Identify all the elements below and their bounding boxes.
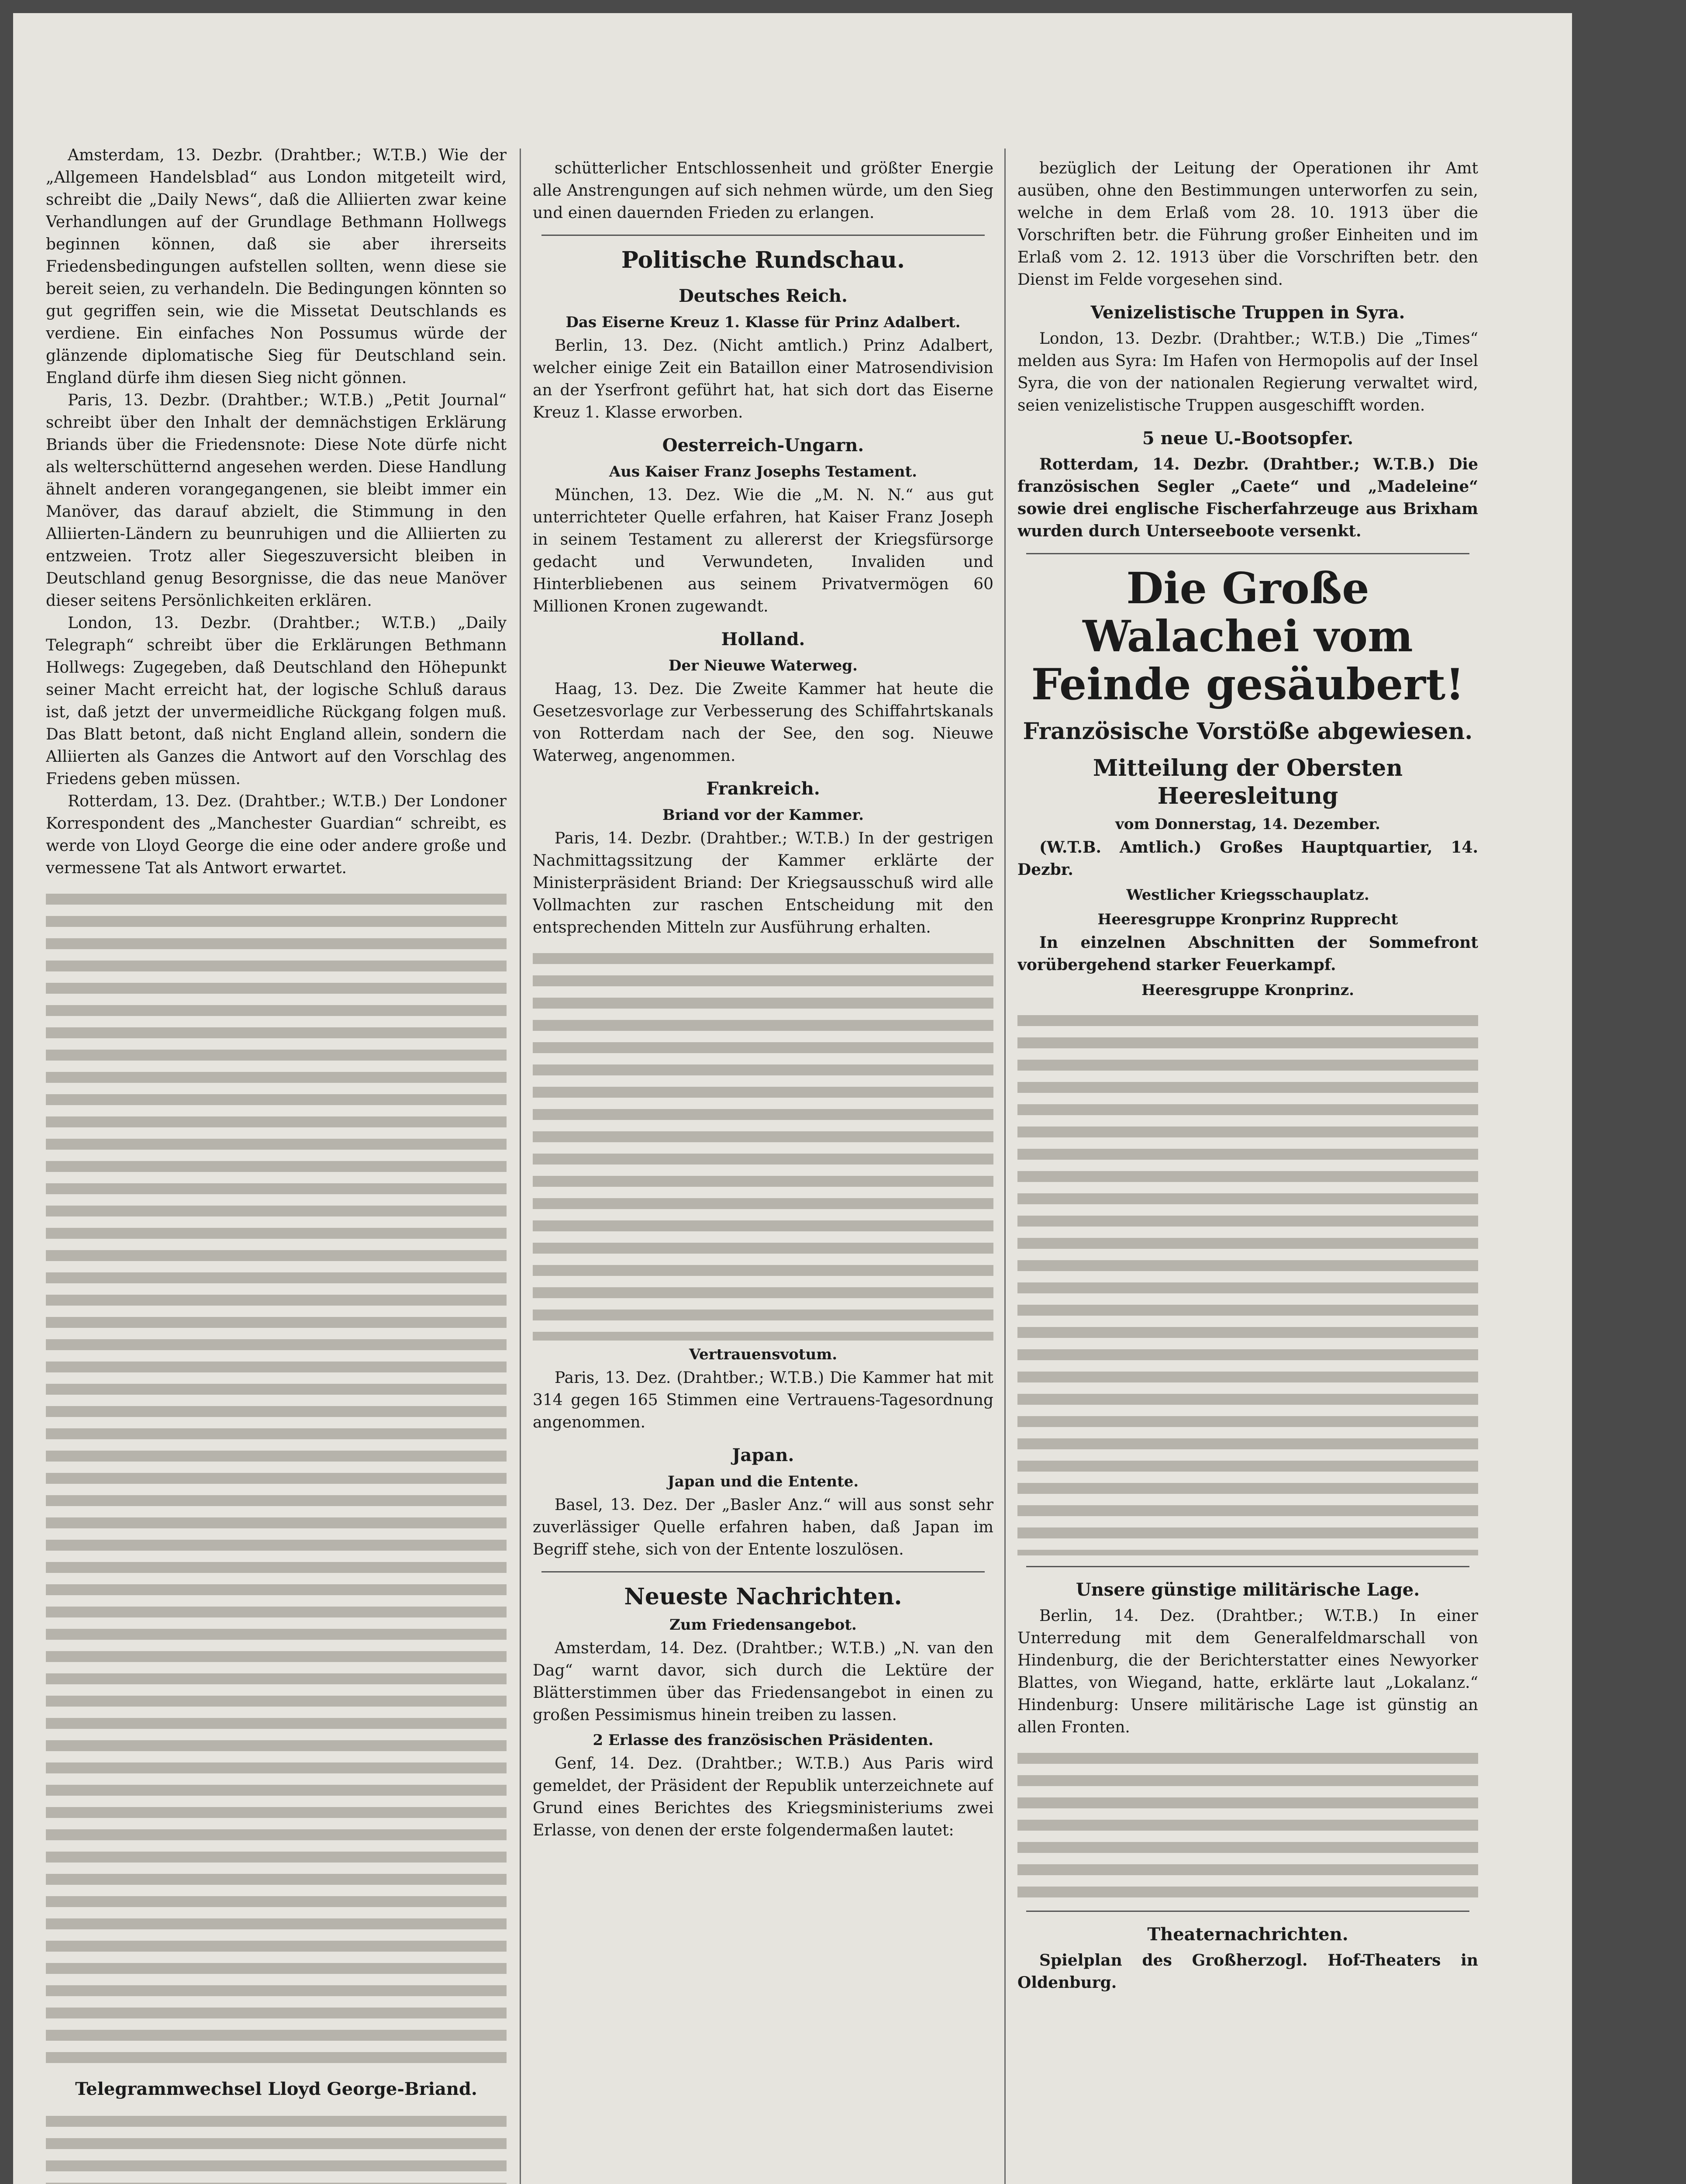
newspaper-page bbox=[13, 13, 1572, 2184]
heading-frankreich: Frankreich. bbox=[706, 778, 820, 799]
article-basel: Basel, 13. Dez. Der „Basler Anz.“ will aus sonst sehr zuverlässiger Quelle erfahren haben, daß Japan im Begriff stehe, sich von der Entente loszulösen. bbox=[533, 1496, 993, 1559]
column-rule bbox=[1004, 149, 1006, 2184]
article-continuation: bezüglich der Leitung der Operationen ihr Amt ausüben, ohne den Bestimmungen unterworfen zu sein, welche in dem Erlaß vom 28. 10. 1913 über die Vorschriften betr. die Führung großer Einheiten und im Erlaß vom 2. 12. 1913 über die Vorschriften betr. den Dienst im Felde vorgesehen sind. bbox=[1017, 159, 1478, 289]
heading-eiserne-kreuz: Das Eiserne Kreuz 1. Klasse für Prinz Adalbert. bbox=[565, 314, 961, 331]
heading-holland: Holland. bbox=[721, 629, 805, 650]
article-rotterdam: Rotterdam, 13. Dez. (Drahtber.; W.T.B.) Der Londoner Korrespondent des „Manchester Guardian“ schreibt, es werde von Lloyd George die eine oder andere große und vermessene Tat als Antwort erwartet. bbox=[46, 792, 507, 877]
heading-vorstoesse: Französische Vorstöße abgewiesen. bbox=[1023, 718, 1473, 745]
article-amsterdam: Amsterdam, 13. Dezbr. (Drahtber.; W.T.B.) Wie der „Allgemeen Handelsblad“ aus London mitgeteilt wird, schreibt die „Daily News“, daß die Alliierten zwar keine Verhandlungen auf der Grundlage Bethmann Hollwegs beginnen können, daß sie aber ihrerseits Friedensbedingungen aufstellen sollten, wenn diese sie bereit seien, zu verhandeln. Die Bedingungen könnten so gut gegriffen sein, wie die Missetat Deutschlands es verdiene. Ein einfaches Non Possumus würde der glänzende diplomatische Sieg für Deutschland sein. England dürfe ihm diesen Sieg nicht gönnen. bbox=[46, 146, 507, 387]
heading-uboot: 5 neue U.-Bootsopfer. bbox=[1142, 428, 1354, 449]
heading-neueste-nachrichten: Neueste Nachrichten. bbox=[624, 1583, 902, 1610]
heading-vertrauensvotum: Vertrauensvotum. bbox=[689, 1346, 838, 1363]
divider bbox=[1026, 1566, 1469, 1567]
article-amsterdam-2: Amsterdam, 14. Dez. (Drahtber.; W.T.B.) „N. van den Dag“ warnt davor, sich durch die Lektüre der Blätterstimmen über das Friedensangebot in einen zu großen Pessimismus hinein treiben zu lassen. bbox=[533, 1639, 993, 1724]
heading-mitteilung: Mitteilung der Obersten Heeresleitung bbox=[1093, 755, 1403, 809]
heading-briand: Briand vor der Kammer. bbox=[662, 806, 864, 824]
headline-walachei: Die Große Walachei vom Feinde gesäubert! bbox=[1031, 563, 1465, 710]
text-placeholder bbox=[1017, 1009, 1478, 1555]
text-placeholder bbox=[533, 947, 993, 1341]
heading-telegramm: Telegrammwechsel Lloyd George-Briand. bbox=[75, 2079, 477, 2099]
heading-datum: vom Donnerstag, 14. Dezember. bbox=[1115, 816, 1380, 833]
heading-kronprinz: Heeresgruppe Kronprinz. bbox=[1141, 981, 1354, 999]
heading-japan-entente: Japan und die Entente. bbox=[667, 1473, 859, 1490]
article-continuation: schütterlicher Entschlossenheit und größter Energie alle Anstrengungen auf sich nehmen würde, um den Sieg und einen dauernden Frieden zu erlangen. bbox=[533, 159, 993, 222]
article-paris: Paris, 13. Dezbr. (Drahtber.; W.T.B.) „Petit Journal“ schreibt über den Inhalt der demnächstigen Erklärung Briands über die Friedensnote: Diese Note dürfe nicht als welterschütternd angesehen werden. Diese Handlung ähnelt anderen vorangegangenen, sie bleibt immer ein Manöver, das darauf abzielt, die Stimmung in den Alliierten-Ländern zu beunruhigen und die Alliierten zu entzweien. Trotz aller Siegeszuversicht bleiben in Deutschland genug Besorgnisse, die das neue Manöver dieser seitens Persönlichkeiten erklären. bbox=[46, 391, 507, 610]
heading-erlasse: 2 Erlasse des französischen Präsidenten. bbox=[593, 1731, 934, 1749]
column-1 bbox=[46, 144, 507, 2184]
text-placeholder bbox=[46, 888, 507, 2067]
article-paris-vertrauen: Paris, 13. Dez. (Drahtber.; W.T.B.) Die Kammer hat mit 314 gegen 165 Stimmen eine Vertrauens-Tagesordnung angenommen. bbox=[533, 1369, 993, 1431]
article-genf: Genf, 14. Dez. (Drahtber.; W.T.B.) Aus Paris wird gemeldet, der Präsident der Republik unterzeichnete auf Grund eines Berichtes des Kriegsministeriums zwei Erlasse, von denen der erste folgendermaßen lautet: bbox=[533, 1755, 993, 1839]
divider bbox=[541, 1571, 985, 1572]
heading-oesterreich: Oesterreich-Ungarn. bbox=[662, 435, 864, 456]
heading-rupprecht: Heeresgruppe Kronprinz Rupprecht bbox=[1097, 911, 1398, 928]
heading-theater: Theaternachrichten. bbox=[1147, 1924, 1348, 1945]
article-paris-briand: Paris, 14. Dezbr. (Drahtber.; W.T.B.) In der gestrigen Nachmittagssitzung der Kammer erklärte der Ministerpräsident Briand: Der Kriegsausschuß wird alle Vollmachten zur raschen Entscheidung mit den entsprechenden Mitteln zur Ausführung erhalten. bbox=[533, 829, 993, 936]
divider bbox=[541, 235, 985, 236]
report-hq: (W.T.B. Amtlich.) Großes Hauptquartier, 14. Dezbr. bbox=[1017, 838, 1478, 879]
heading-friedensangebot: Zum Friedensangebot. bbox=[669, 1616, 857, 1634]
heading-japan: Japan. bbox=[732, 1445, 794, 1465]
heading-testament: Aus Kaiser Franz Josephs Testament. bbox=[609, 463, 917, 480]
article-berlin-hindenburg: Berlin, 14. Dez. (Drahtber.; W.T.B.) In einer Unterredung mit dem Generalfeldmarschall von Hindenburg, die der Berichterstatter eines Newyorker Blattes, von Wiegand, hatte, erklärte laut „Lokalanz.“ Hindenburg: Unsere militärische Lage ist günstig an allen Fronten. bbox=[1017, 1607, 1478, 1736]
article-haag: Haag, 13. Dez. Die Zweite Kammer hat heute die Gesetzesvorlage zur Verbesserung des Schiffahrtskanals von Rotterdam nach der See, den sog. Nieuwe Waterweg, angenommen. bbox=[533, 680, 993, 765]
theater-spielplan: Spielplan des Großherzogl. Hof-Theaters in Oldenburg. bbox=[1017, 1951, 1478, 1992]
report-rupprecht: In einzelnen Abschnitten der Sommefront vorübergehend starker Feuerkampf. bbox=[1017, 933, 1478, 974]
article-muenchen: München, 13. Dez. Wie die „M. N. N.“ aus gut unterrichteter Quelle erfahren, hat Kaiser Franz Joseph in seinem Testament zu allererst der Kriegsfürsorge gedacht und Verwundeten, Invaliden und Hinterbliebenen aus seinem Privatvermögen 60 Millionen Kronen zugewandt. bbox=[533, 486, 993, 615]
article-london: London, 13. Dezbr. (Drahtber.; W.T.B.) „Daily Telegraph“ schreibt über die Erklärungen Bethmann Hollwegs: Zugegeben, daß Deutschland den Höhepunkt seiner Macht erreicht hat, der logische Schluß daraus ist, daß jetzt der unvermeidliche Rückgang folgen muß. Das Blatt betont, daß nicht England allein, sondern die Alliierten als Ganzes die Antwort auf den Vorschlag des Friedens geben müssen. bbox=[46, 614, 507, 788]
column-rule bbox=[520, 149, 521, 2184]
heading-deutsches-reich: Deutsches Reich. bbox=[679, 286, 848, 306]
divider bbox=[1026, 553, 1469, 554]
article-rotterdam-uboot: Rotterdam, 14. Dezbr. (Drahtber.; W.T.B.) Die französischen Segler „Caete“ und „Madeleine“ sowie drei englische Fischerfahrzeuge aus Brixham wurden durch Unterseeboote versenkt. bbox=[1017, 455, 1478, 540]
heading-venizelist: Venizelistische Truppen in Syra. bbox=[1090, 302, 1405, 323]
column-3 bbox=[1017, 157, 1478, 2184]
heading-westlich: Westlicher Kriegsschauplatz. bbox=[1126, 886, 1369, 904]
article-berlin: Berlin, 13. Dez. (Nicht amtlich.) Prinz Adalbert, welcher einige Zeit ein Bataillon einer Matrosendivision an der Yserfront geführt hat, hat sich dort das Eiserne Kreuz 1. Klasse erworben. bbox=[533, 337, 993, 422]
text-placeholder bbox=[1017, 1747, 1478, 1900]
heading-waterweg: Der Nieuwe Waterweg. bbox=[669, 657, 858, 674]
heading-politische-rundschau: Politische Rundschau. bbox=[621, 247, 905, 273]
column-2 bbox=[533, 157, 993, 2184]
article-london-syra: London, 13. Dezbr. (Drahtber.; W.T.B.) Die „Times“ melden aus Syra: Im Hafen von Hermopolis auf der Insel Syra, die von der nationalen Regierung verwaltet wird, seien venizelistische Truppen ausgeschifft worden. bbox=[1017, 330, 1478, 415]
heading-lage: Unsere günstige militärische Lage. bbox=[1076, 1579, 1420, 1600]
text-placeholder bbox=[46, 2110, 507, 2184]
divider bbox=[1026, 1911, 1469, 1912]
